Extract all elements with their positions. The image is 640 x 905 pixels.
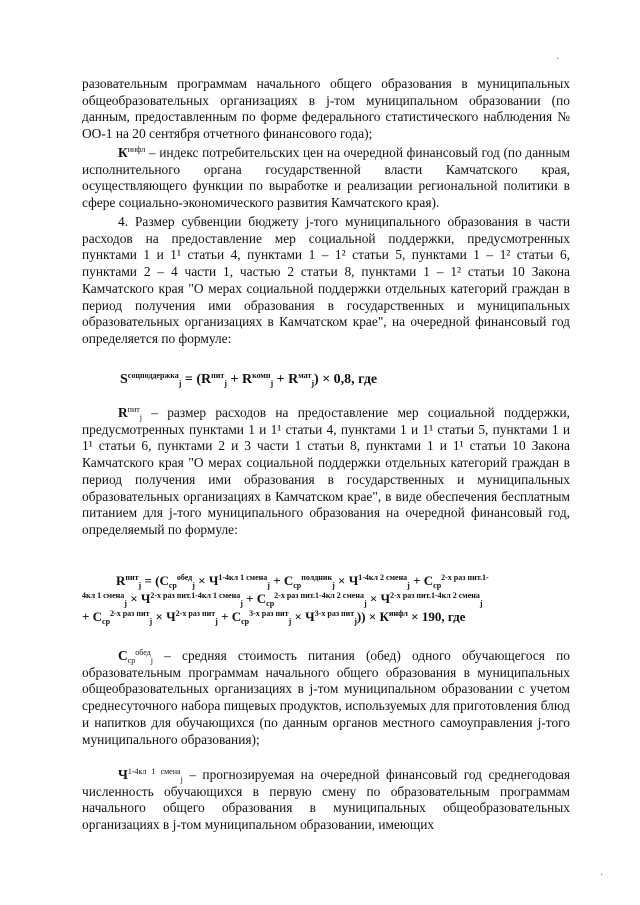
r-pit-text: – размер расходов на предоставление мер социальной поддержки, предусмотренных пунктами 1 и 1¹ статьи 4, пунктами 1 и 1¹ статьи 5, пунктами 1 и 1¹ статьи 6, пунктами 2 и 3 части 1 статьи 8, пунктами 1 и 1¹ статьи 10 Закона Камчатского края "О мерах социальной поддержки отдельных категорий граждан в период получения ими образования в государственных и муниципальных образовательных организациях в Камчатском крае", в виде обеспечения бесплатным питанием для j-того муниципального образования на очередной финансовый год, определяемый по формуле: <box>82 405 570 537</box>
scan-speck-top: · <box>556 54 560 65</box>
r-pit-symbol: R <box>118 405 128 420</box>
c-obed-text: – средняя стоимость питания (обед) одного обучающегося по образовательным программам начального общего образования в муниципальных общеобразовательных организациях в j-том муниципальном образовании с учетом среднесуточного набора пищевых продуктов, используемых для приготовления блюд и напитков для обучающихся (по данным органов местного самоуправления j-того муниципального образования); <box>82 648 570 747</box>
paragraph-ch-1-4kl-definition: $Ч^{1-4кл 1 смена}_j$ – прогнозируемая на очередной финансовый год среднегодовая численность обучающихся в первую смену по образовательным программам начального общего образования в муниципальных общеобразовательных организациях в j-том муниципальном образовании, имеющих <box>82 767 570 833</box>
formula-r-pit-line-2: $^{4кл 1 смена}_j \times Ч^{2-х раз пит.1-4кл 1 смена}_j + C_{ср}^{2-х раз пит.1-4кл 2 смена}_j \times Ч^{2-х раз пит.1-4кл 2 смена}_j$ <box>82 591 483 608</box>
c-obed-symbol: C <box>118 648 128 663</box>
paragraph-kinfl-definition <box>82 145 570 212</box>
kinfl-text: – индекс потребительских цен на очередной финансовый год (по данным исполнительного органа государственной власти Камчатского края, осуществляющего функции по выработке и реализации региональной политики в сфере социально-экономического развития Камчатского края). <box>82 145 570 211</box>
paragraph-section-4: 4. Размер субвенции бюджету j-того муниципального образования в части расходов на предоставление мер социальной поддержки, предусмотренных пунктами 1 и 1¹ статьи 4, пунктами 1 – 1² статьи 5, пунктами 1 – 1² статьи 6, пунктами 2 – 4 части 1, частью 2 статьи 8, пунктами 1 – 1² статьи 10 Закона Камчатского края "О мерах социальной поддержки отдельных категорий граждан в период получения ими образования в государственных и муниципальных образовательных организациях в Камчатском крае", на очередной финансовый год определяется по формуле: <box>82 214 570 346</box>
formula-r-pit-line-1: $R^{пит}_j = (C_{ср}^{обед}_j \times Ч^{1-4кл 1 смена}_j + C_{ср}^{полдник}_j \times Ч^{1-4кл 2 смена}_j + C_{ср}^{2-х раз пит.1-}$ <box>116 573 489 590</box>
formula-r-pit-line-3: + $C_{ср}^{2-х раз пит}_j \times Ч^{2-х раз пит}_j + C_{ср}^{3-х раз пит}_j \times Ч^{3-х раз пит}_j)) \times К^{инфл} \times 190$, где <box>82 609 466 626</box>
paragraph-continuation: разовательным программам начального общего образования в муниципальных общеобразовательных организациях в j-том муниципальном образовании (по данным, предоставленным по форме федерального статистического наблюдения № ОО-1 на 20 сентября отчетного финансового года); <box>82 76 570 142</box>
ch-text: – прогнозируемая на очередной финансовый год среднегодовая численность обучающихся в первую смену по образовательным программам начального общего образования в муниципальных общеобразовательных организациях в j-том муниципальном образовании, имеющих <box>82 767 570 833</box>
kinfl-superscript: инфл <box>127 145 146 154</box>
formula-s-socpodderzhka: $S^{соцподдержка}_j = (R^{пит}_j + R^{комп}_j + R^{мат}_j) \times 0,8$, где <box>120 371 378 388</box>
scan-speck-bottom: · <box>600 870 604 881</box>
paragraph-c-obed-definition: $C_{ср}^{обед}_j$ – средняя стоимость питания (обед) одного обучающегося по образовательным программам начального общего образования в муниципальных общеобразовательных организациях в j-том муниципальном образовании с учетом среднесуточного набора пищевых продуктов, используемых для приготовления блюд и напитков для обучающихся (по данным органов местного самоуправления j-того муниципального образования); <box>82 648 570 747</box>
kinfl-symbol: К <box>118 145 128 160</box>
ch-symbol: Ч <box>118 767 128 782</box>
paragraph-r-pit-definition: $R^{пит}_j$ – размер расходов на предоставление мер социальной поддержки, предусмотренных пунктами 1 и 1¹ статьи 4, пунктами 1 и 1¹ статьи 5, пунктами 1 и 1¹ статьи 6, пунктами 2 и 3 части 1 статьи 8, пунктами 1 и 1¹ статьи 10 Закона Камчатского края "О мерах социальной поддержки отдельных категорий граждан в период получения ими образования в государственных и муниципальных образовательных организациях в Камчатском крае", в виде обеспечения бесплатным питанием для j-того муниципального образования на очередной финансовый год, определяемый по формуле: <box>82 405 570 537</box>
formula-r-pit <box>82 572 570 626</box>
